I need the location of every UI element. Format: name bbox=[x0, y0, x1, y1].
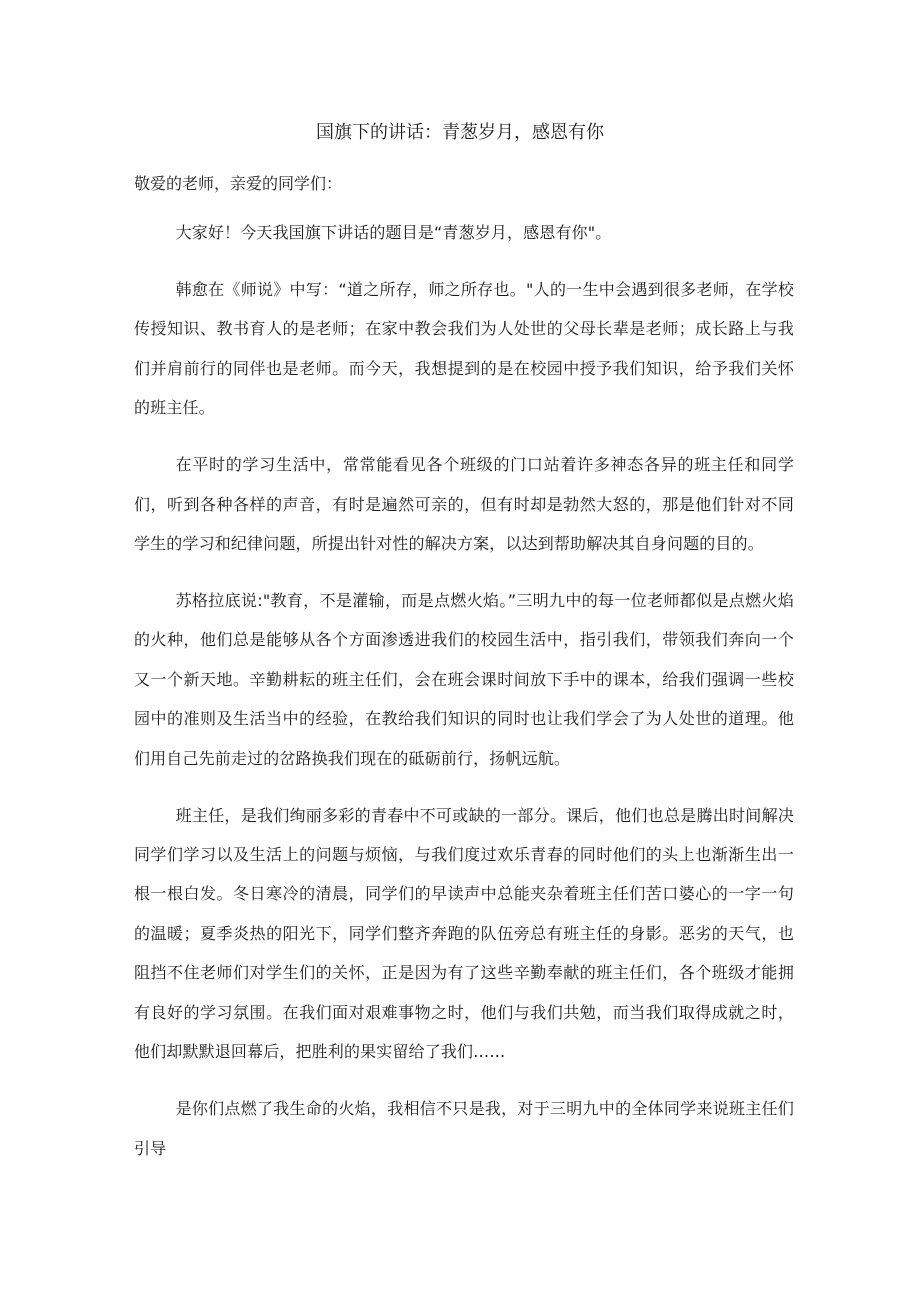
page-title: 国旗下的讲话：青葱岁月，感恩有你 bbox=[316, 122, 604, 143]
greeting: 敬爱的老师，亲爱的同学们： bbox=[134, 174, 343, 193]
paragraph-2: 韩愈在《师说》中写：“道之所存，师之所存也。"人的一生中会遇到很多老师，在学校传授知识、教书育人的是老师；在家中教会我们为人处世的父母长辈是老师；成长路上与我们并肩前行的同伴也是老师。而今天，我想提到的是在校园中授予我们知识，给予我们关怀的班主任。 bbox=[134, 280, 794, 418]
document-body bbox=[134, 213, 794, 1186]
paragraph-4: 苏格拉底说:"教育，不是灌输，而是点燃火焰。”三明九中的每一位老师都似是点燃火焰的火种，他们总是能够从各个方面渗透进我们的校园生活中，指引我们，带领我们奔向一个又一个新天地。辛勤耕耘的班主任们，会在班会课时间放下手中的课本，给我们强调一些校园中的准则及生活当中的经验，在教给我们知识的同时也让我们学会了为人处世的道理。他们用自己先前走过的岔路换我们现在的砥砺前行，扬帆远航。 bbox=[134, 591, 794, 768]
paragraph-6: 是你们点燃了我生命的火焰，我相信不只是我，对于三明九中的全体同学来说班主任们引导 bbox=[134, 1099, 794, 1158]
paragraph-5: 班主任，是我们绚丽多彩的青春中不可或缺的一部分。课后，他们也总是腾出时间解决同学们学习以及生活上的问题与烦恼，与我们度过欢乐青春的同时他们的头上也渐渐生出一根一根白发。冬日寒冷的清晨，同学们的早读声中总能夹杂着班主任们苦口婆心的一字一句的温暖；夏季炎热的阳光下，同学们整齐奔跑的队伍旁总有班主任的身影。恶劣的天气，也阻挡不住老师们对学生们的关怀，正是因为有了这些辛勤奉献的班主任们，各个班级才能拥有良好的学习氛围。在我们面对艰难事物之时，他们与我们共勉，而当我们取得成就之时，他们却默默退回幕后，把胜利的果实留给了我们…… bbox=[134, 805, 794, 1062]
paragraph-3: 在平时的学习生活中，常常能看见各个班级的门口站着许多神态各异的班主任和同学们，听到各种各样的声音，有时是遍然可亲的，但有时却是勃然大怒的，那是他们针对不同学生的学习和纪律问题，所提出针对性的解决方案，以达到帮助解决其自身问题的目的。 bbox=[134, 455, 794, 554]
paragraph-1: 大家好！今天我国旗下讲话的题目是“青葱岁月，感恩有你"。 bbox=[175, 223, 612, 242]
